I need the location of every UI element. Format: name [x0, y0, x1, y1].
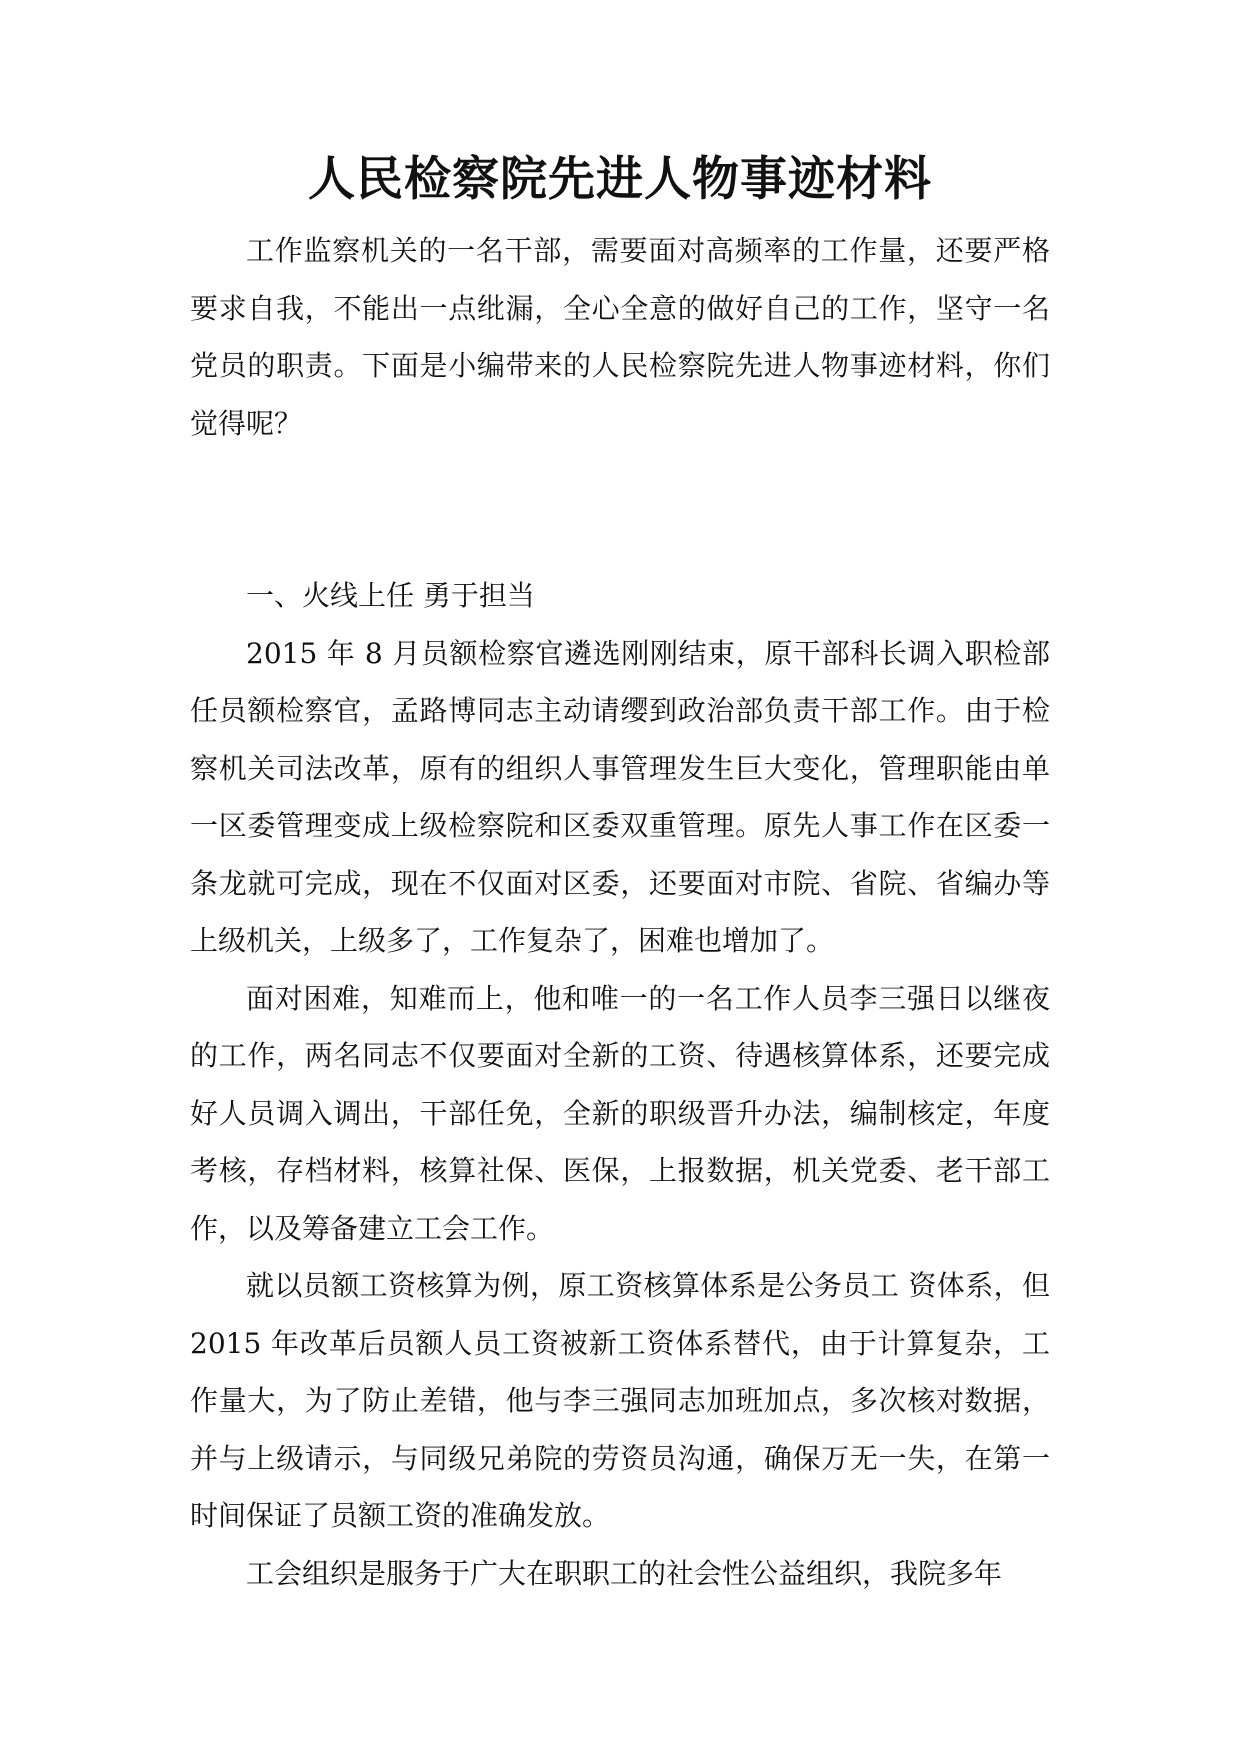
section-heading: 一、火线上任 勇于担当 [246, 579, 535, 612]
intro-paragraph: 工作监察机关的一名干部，需要面对高频率的工作量，还要严格要求自我，不能出一点纰漏，全心全意的做好自己的工作，坚守一名党员的职责。下面是小编带来的人民检察院先进人物事迹材料，你们觉得呢？ [190, 234, 1050, 440]
body-paragraph: 面对困难，知难而上，他和唯一的一名工作人员李三强日以继夜的工作，两名同志不仅要面对全新的工资、待遇核算体系，还要完成好人员调入调出，干部任免，全新的职级晋升办法，编制核定，年度考核，存档材料，核算社保、医保，上报数据，机关党委、老干部工作，以及筹备建立工会工作。 [190, 981, 1050, 1245]
body-paragraph: 就以员额工资核算为例，原工资核算体系是公务员工 资体系，但 2015 年改革后员额人员工资被新工资体系替代，由于计算复杂，工作量大，为了防止差错，他与李三强同志加班加点，多次核对数据，并与上级请示，与同级兄弟院的劳资员沟通，确保万无一失，在第一时间保证了员额工资的准确发放。 [190, 1269, 1050, 1532]
body-paragraph: 工会组织是服务于广大在职职工的社会性公益组织，我院多年 [246, 1556, 1003, 1590]
document-body [190, 222, 1050, 1602]
document-title: 人民检察院先进人物事迹材料 [308, 152, 932, 207]
body-paragraph: 2015 年 8 月员额检察官遴选刚刚结束，原干部科长调入职检部任员额检察官，孟路博同志主动请缨到政治部负责干部工作。由于检察机关司法改革，原有的组织人事管理发生巨大变化，管理职能由单一区委管理变成上级检察院和区委双重管理。原先人事工作在区委一条龙就可完成，现在不仅面对区委，还要面对市院、省院、省编办等上级机关，上级多了，工作复杂了，困难也增加了。 [190, 636, 1050, 957]
